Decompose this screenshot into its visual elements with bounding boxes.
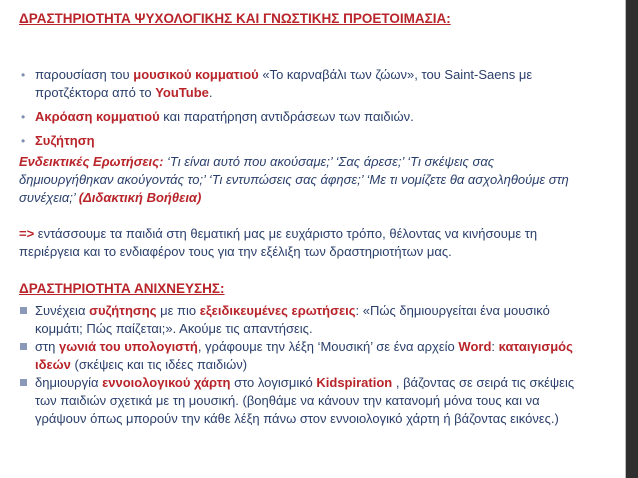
bold-text: καταιγισμός ιδεών bbox=[35, 339, 573, 372]
detection-list bbox=[19, 302, 585, 428]
text: : bbox=[491, 339, 499, 354]
text: με πιο bbox=[156, 303, 200, 318]
bold-text: Kidspiration bbox=[316, 375, 393, 390]
bold-text: εννοιολογικού χάρτη bbox=[102, 375, 231, 390]
preparation-list bbox=[19, 66, 585, 150]
text: , βάζοντας σε σειρά τις σκέψεις των παιδιών σχετικά με τη μουσική. (βοηθάμε να κάνουν την κατανομή μόνα τους και να γράψουν όπως μπορούν την κάθε λέξη πάνω στον εννοιολογικό χάρτη ή βάζοντας εικόνες.) bbox=[35, 375, 575, 426]
text: παρουσίαση του bbox=[35, 67, 134, 82]
arrow-marker: => bbox=[19, 226, 35, 241]
bold-text: Συζήτηση bbox=[35, 133, 95, 148]
square-bullet-icon bbox=[20, 379, 27, 386]
text: , γράφουμε την λέξη ‘Μουσική’ σε ένα αρχείο bbox=[197, 339, 459, 354]
text: : «Πώς δημιουργείται ένα μουσικό κομμάτι; Πώς παίζεται;». Ακούμε τις απαντήσεις. bbox=[35, 303, 550, 336]
text: «Το καρναβάλι των ζώων», του Saint-Saens με προτζέκτορα από το bbox=[35, 67, 533, 100]
bold-text: εξειδικευμένες ερωτήσεις bbox=[199, 303, 356, 318]
text: και παρατήρηση αντιδράσεων των παιδιών. bbox=[159, 109, 414, 124]
text: στη bbox=[35, 339, 60, 354]
text: δημιουργία bbox=[35, 375, 103, 390]
heading-detection: ΔΡΑΣΤΗΡΙΟΤΗΤΑ ΑΝΙΧΝΕΥΣΗΣ: bbox=[19, 281, 225, 296]
square-bullet-icon bbox=[20, 307, 27, 314]
bold-text: Word bbox=[458, 339, 492, 354]
right-decorative-bar bbox=[626, 0, 638, 478]
bold-text: μουσικού κομματιού bbox=[133, 67, 259, 82]
bold-text: YouTube bbox=[155, 85, 209, 100]
text: στο λογισμικό bbox=[230, 375, 317, 390]
indicative-questions bbox=[19, 153, 585, 207]
slide-content bbox=[19, 10, 585, 428]
list-item-presentation bbox=[19, 66, 585, 102]
list-item-discussion bbox=[19, 132, 585, 150]
goal-text: εντάσσουμε τα παιδιά στη θεματική μας με ευχάριστο τρόπο, θέλοντας να κινήσουμε τη περιέργεια και το ενδιαφέρον τους για την εξέλιξη των δραστηριοτήτων μας. bbox=[19, 226, 538, 259]
questions-label: Ενδεικτικές Ερωτήσεις: bbox=[19, 154, 168, 169]
questions-help: (Διδακτική Βοήθεια) bbox=[78, 190, 202, 205]
list-item-computer-corner bbox=[19, 338, 585, 374]
questions-text: ‘Τι είναι αυτό που ακούσαμε;’ ‘Σας άρεσε;’ ‘Τι σκέψεις σας δημιουργήθηκαν ακούγοντάς το;’ ‘Τι εντυπώσεις σας άφησε;’ ‘Με τι νομίζετε θα ασχοληθούμε στη συνέχεια;’ bbox=[19, 154, 569, 205]
list-item-discussion-continued bbox=[19, 302, 585, 338]
square-bullet-icon bbox=[20, 343, 27, 350]
bold-text: Ακρόαση κομματιού bbox=[35, 109, 160, 124]
text: Συνέχεια bbox=[35, 303, 90, 318]
list-item-concept-map bbox=[19, 374, 585, 428]
text: (σκέψεις και τις ιδέες παιδιών) bbox=[70, 357, 248, 372]
goal-paragraph bbox=[19, 225, 585, 261]
text: . bbox=[208, 85, 213, 100]
bold-text: γωνιά του υπολογιστή bbox=[59, 339, 198, 354]
bold-text: συζήτησης bbox=[89, 303, 157, 318]
heading-preparation: ΔΡΑΣΤΗΡΙΟΤΗΤΑ ΨΥΧΟΛΟΓΙΚΗΣ ΚΑΙ ΓΝΩΣΤΙΚΗΣ ΠΡΟΕΤΟΙΜΑΣΙΑ: bbox=[19, 11, 451, 26]
list-item-listening bbox=[19, 108, 585, 126]
